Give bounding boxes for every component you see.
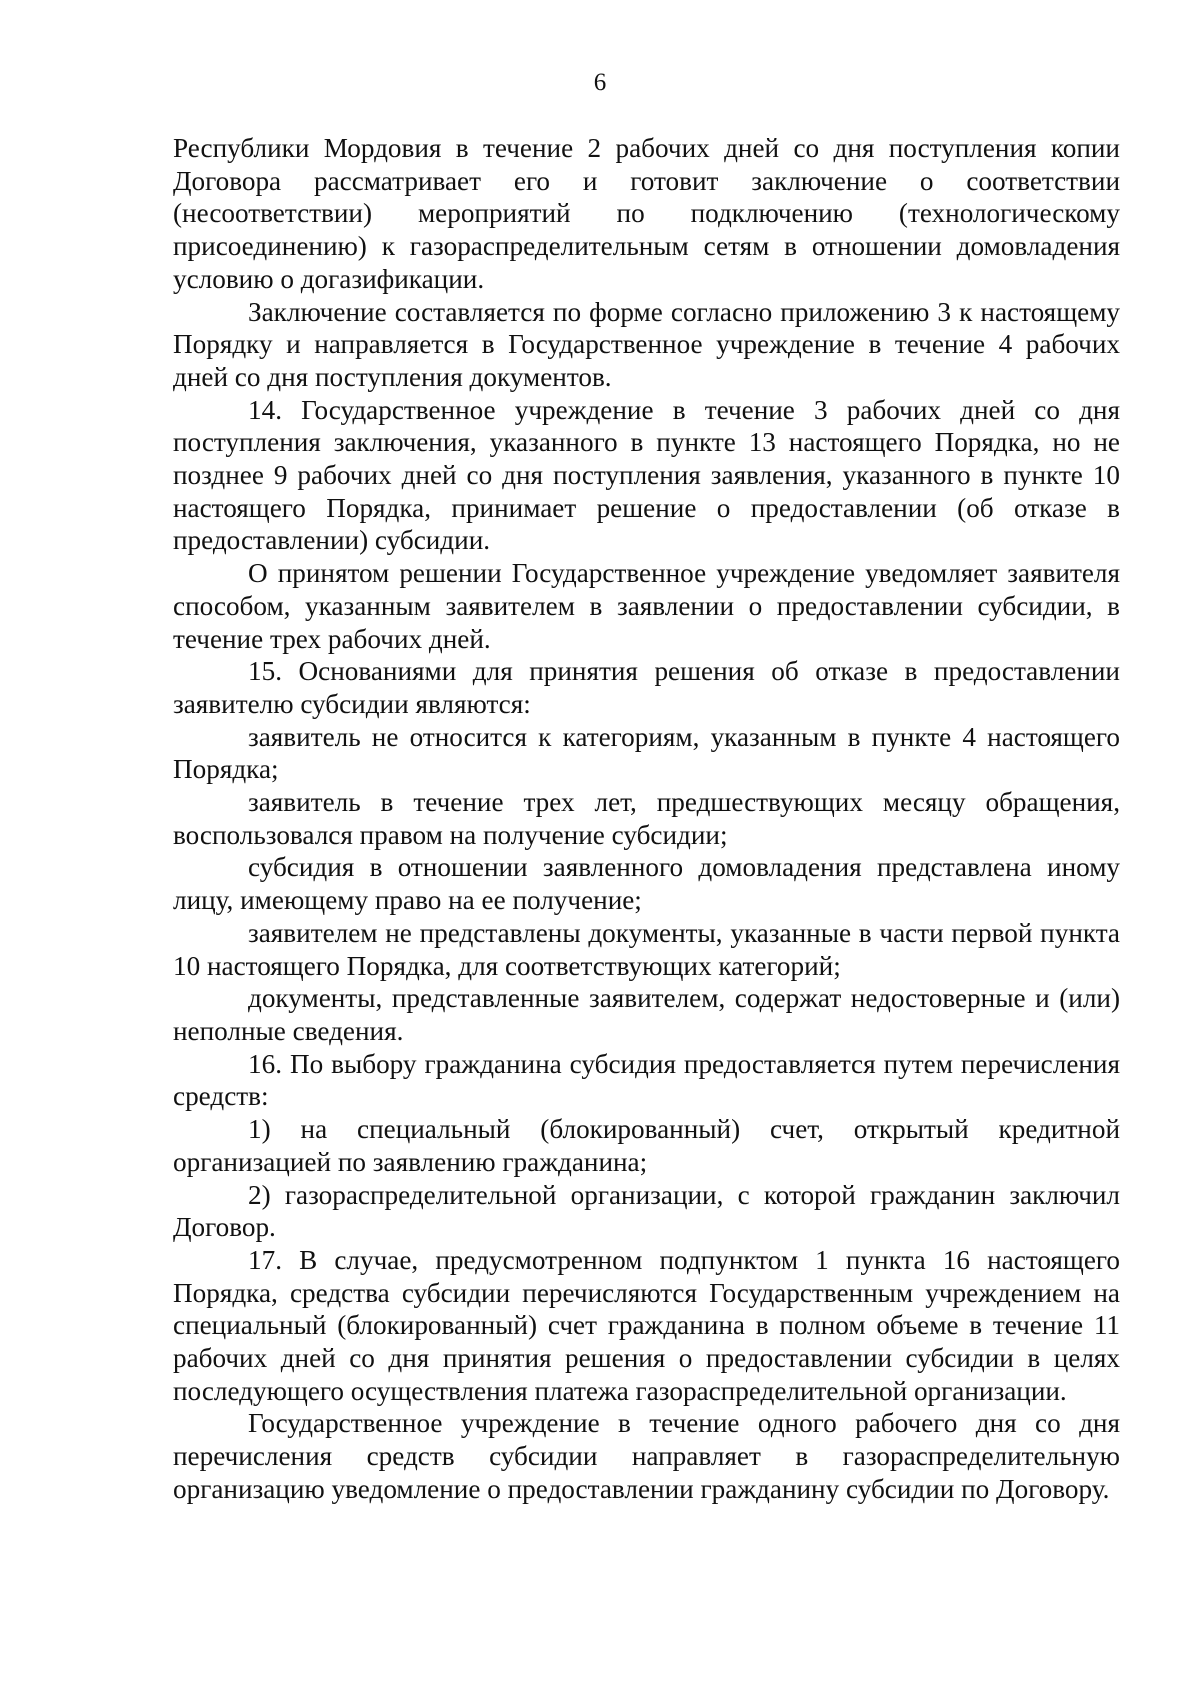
paragraph-conclusion-form: Заключение составляется по форме согласно приложению 3 к настоящему Порядку и направляется в Государственное учреждение в течение 4 рабочих дней со дня поступления документов. — [173, 296, 1120, 392]
paragraph-ground-missing-documents: заявителем не представлены документы, указанные в части первой пункта 10 настоящего Порядка, для соответствующих категорий; — [173, 917, 1120, 981]
paragraph-item-15: 15. Основаниями для принятия решения об отказе в предоставлении заявителю субсидии являются: — [173, 656, 1120, 719]
paragraph-item-17: 17. В случае, предусмотренном подпунктом 1 пункта 16 настоящего Порядка, средства субсидии перечисляются Государственным учреждением на специальный (блокированный) счет гражданина в полном объеме в течение 11 рабочих дней со дня принятия решения о предоставлении субсидии в целях последующего осуществления платежа газораспределительной организации. — [173, 1244, 1120, 1406]
paragraph-item-14: 14. Государственное учреждение в течение 3 рабочих дней со дня поступления заключения, указанного в пункте 13 настоящего Порядка, но не позднее 9 рабочих дней со дня поступления заявления, указанного в пункте 10 настоящего Порядка, принимает решение о предоставлении (об отказе в предоставлении) субсидии. — [173, 394, 1120, 556]
paragraph-notification: Государственное учреждение в течение одного рабочего дня со дня перечисления средств субсидии направляет в газораспределительную организацию уведомление о предоставлении гражданину субсидии по Договору. — [173, 1408, 1120, 1504]
paragraph-ground-invalid-data: документы, представленные заявителем, содержат недостоверные и (или) неполные сведения. — [173, 983, 1120, 1046]
paragraph-ground-prior-use: заявитель в течение трех лет, предшествующих месяцу обращения, воспользовался правом на получение субсидии; — [173, 787, 1120, 850]
paragraph-continuation: Республики Мордовия в течение 2 рабочих дней со дня поступления копии Договора рассматривает его и готовит заключение о соответствии (несоответствии) мероприятий по подключению (технологическому присоединению) к газораспределительным сетям в отношении домовладения условию о догазификации. — [173, 133, 1120, 294]
paragraph-ground-category: заявитель не относится к категориям, указанным в пункте 4 настоящего Порядка; — [173, 721, 1120, 785]
paragraph-ground-other-person: субсидия в отношении заявленного домовладения представлена иному лицу, имеющему право на ее получение; — [173, 852, 1120, 916]
paragraph-option-1: 1) на специальный (блокированный) счет, открытый кредитной организацией по заявлению гражданина; — [173, 1114, 1120, 1177]
paragraph-option-2: 2) газораспределительной организации, с которой гражданин заключил Договор. — [173, 1179, 1120, 1243]
paragraph-decision-notice: О принятом решении Государственное учреждение уведомляет заявителя способом, указанным заявителем в заявлении о предоставлении субсидии, в течение трех рабочих дней. — [173, 558, 1120, 654]
page-number: 6 — [593, 69, 607, 96]
paragraph-item-16: 16. По выбору гражданина субсидия предоставляется путем перечисления средств: — [173, 1048, 1120, 1112]
document-body — [173, 132, 1120, 1506]
